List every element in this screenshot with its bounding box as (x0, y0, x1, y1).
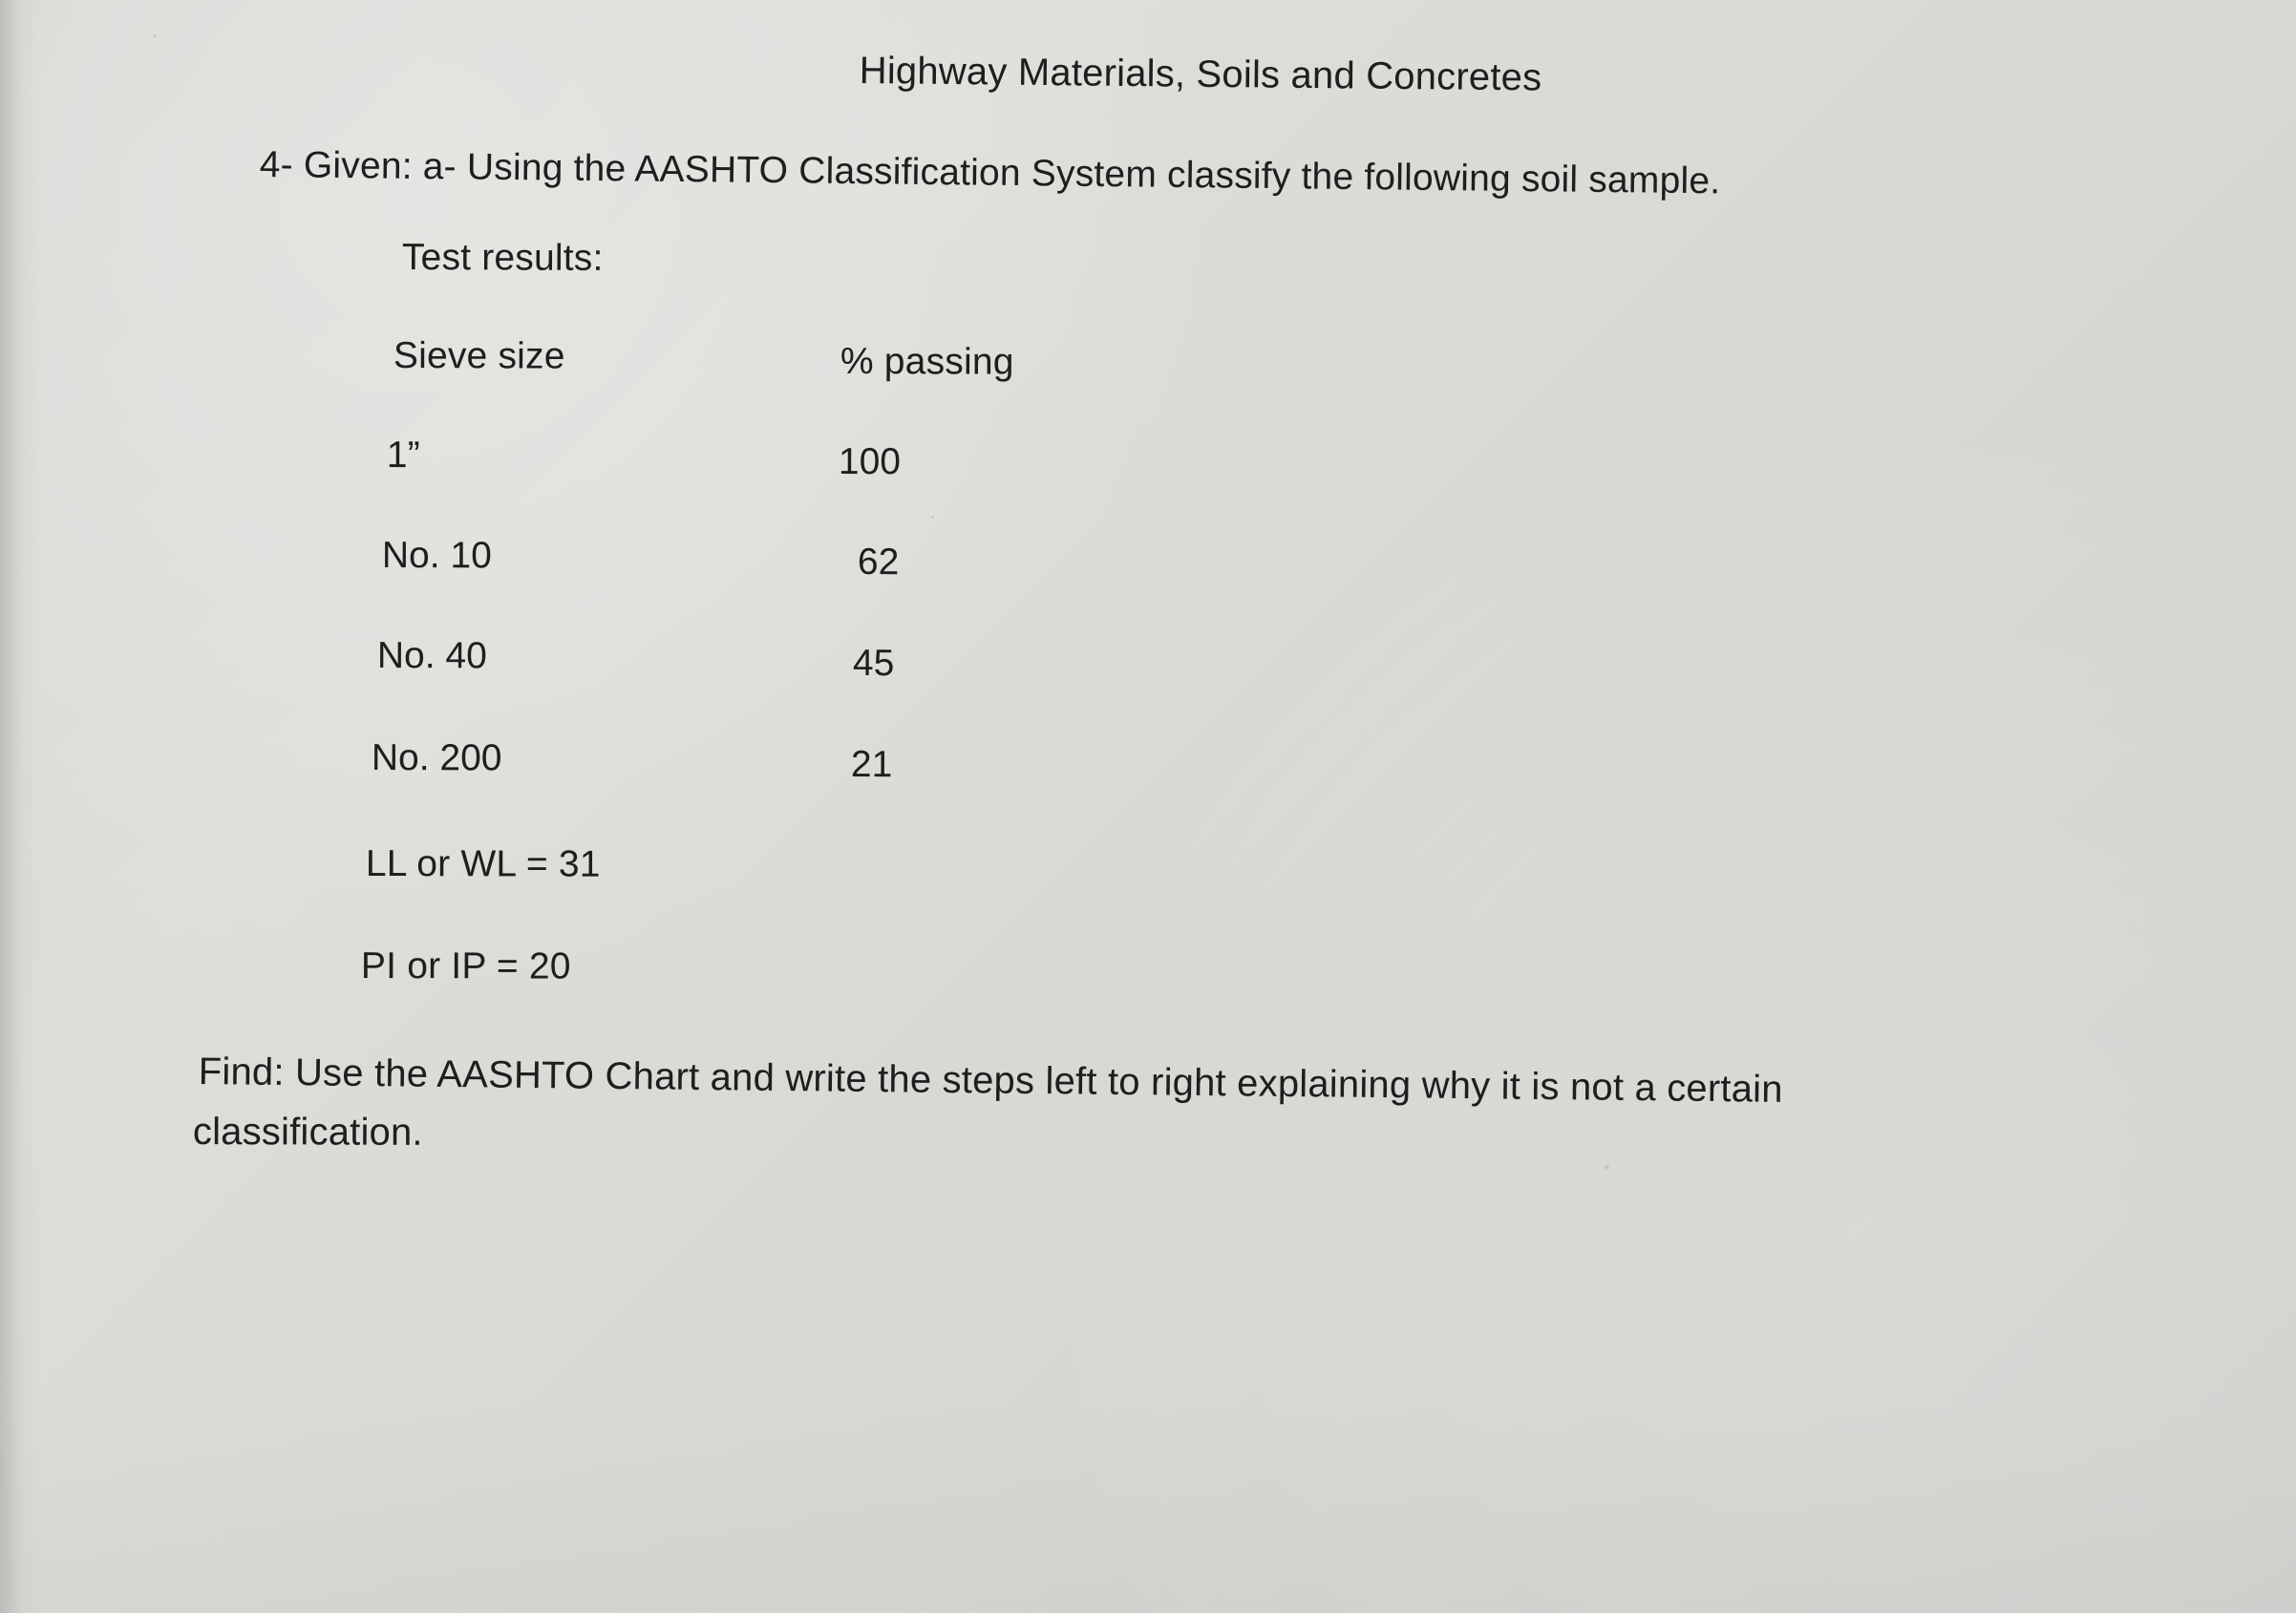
table-row-sieve-3: No. 40 (376, 635, 487, 677)
table-row-sieve-4: No. 200 (371, 737, 502, 779)
paper-speck (931, 516, 934, 519)
test-results-label: Test results: (401, 237, 604, 279)
paper-bottom-shadow (0, 1403, 2296, 1613)
paper-speck (153, 34, 157, 38)
table-row-sieve-2: No. 10 (381, 535, 492, 577)
liquid-limit: LL or WL = 31 (365, 843, 601, 885)
question-prompt: 4- Given: a- Using the AASHTO Classification System classify the following soil sample. (259, 144, 1721, 202)
table-row-passing-3: 45 (852, 643, 895, 685)
sieve-size-header: Sieve size (393, 335, 565, 377)
find-instruction-line-1: Find: Use the AASHTO Chart and write the steps left to right explaining why it is not a certain (198, 1051, 1783, 1111)
percent-passing-header: % passing (840, 341, 1014, 383)
paper-speck (1605, 1165, 1609, 1170)
find-instruction-line-2: classification. (192, 1111, 423, 1154)
table-row-passing-1: 100 (838, 441, 902, 483)
paper-edge-shadow (0, 0, 40, 1613)
table-row-passing-4: 21 (850, 744, 893, 786)
table-row-passing-2: 62 (857, 541, 900, 584)
document-title: Highway Materials, Soils and Concretes (859, 50, 1542, 99)
plasticity-index: PI or IP = 20 (360, 945, 571, 987)
table-row-sieve-1: 1” (386, 435, 420, 477)
